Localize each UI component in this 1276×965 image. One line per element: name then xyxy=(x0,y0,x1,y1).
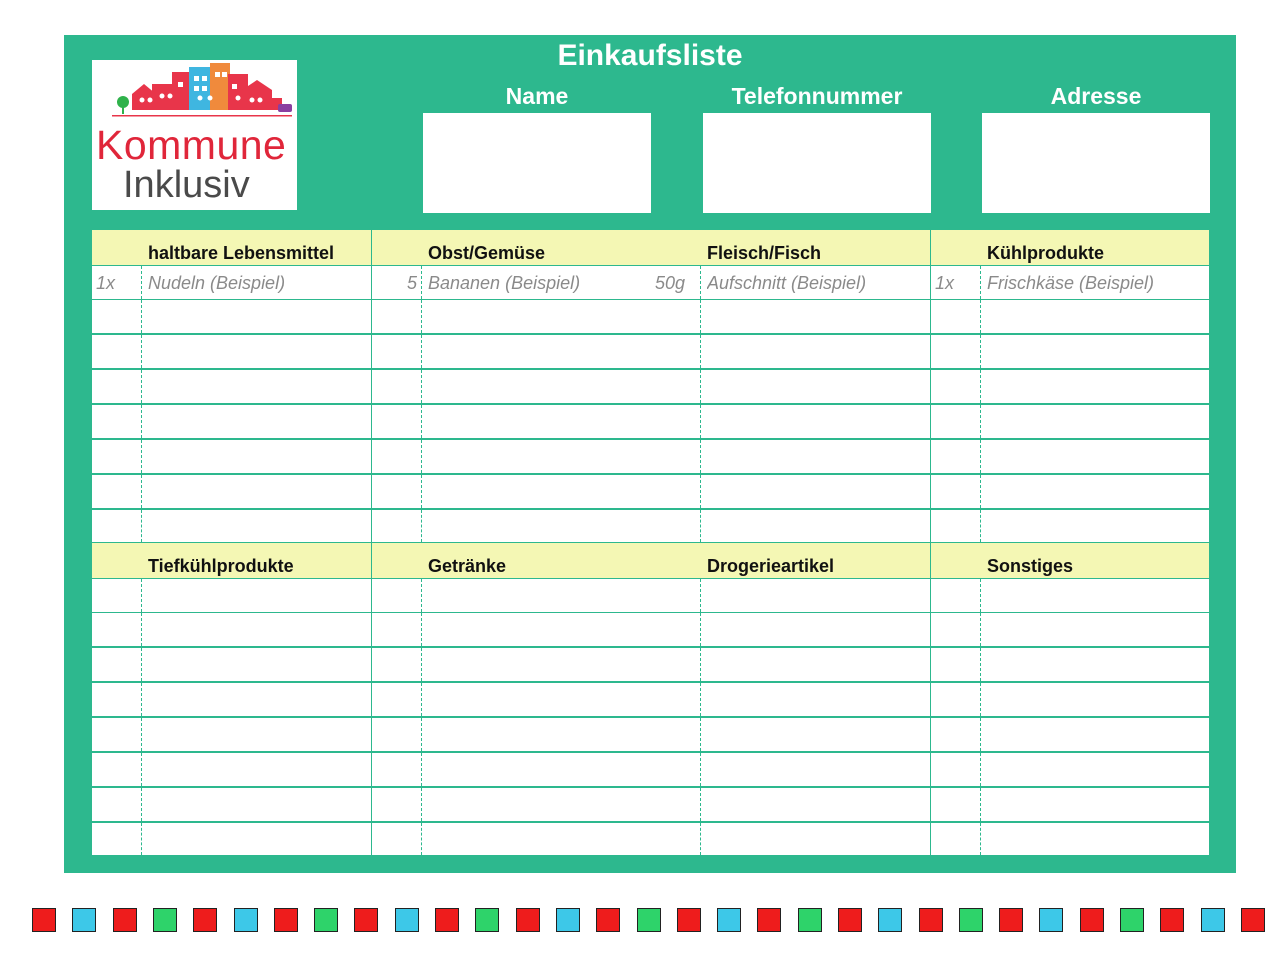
quantity-cell[interactable] xyxy=(651,300,701,333)
decorative-square xyxy=(395,908,419,932)
list-item[interactable] xyxy=(92,370,371,403)
decorative-square xyxy=(435,908,459,932)
quantity-cell[interactable] xyxy=(372,648,422,681)
decorative-square xyxy=(153,908,177,932)
decorative-square xyxy=(1120,908,1144,932)
quantity-cell[interactable] xyxy=(372,683,422,716)
list-item-example[interactable] xyxy=(931,266,1209,299)
list-item[interactable] xyxy=(651,823,930,855)
quantity-cell[interactable] xyxy=(931,300,981,333)
quantity-cell[interactable] xyxy=(372,475,422,508)
item-cell[interactable]: Aufschnitt (Beispiel) xyxy=(707,273,867,293)
decorative-square xyxy=(999,908,1023,932)
category-title: Getränke xyxy=(428,556,507,576)
list-item[interactable] xyxy=(92,440,371,473)
decorative-square xyxy=(677,908,701,932)
address-label: Adresse xyxy=(1050,83,1142,109)
list-item[interactable] xyxy=(372,370,651,403)
list-item[interactable] xyxy=(372,823,651,855)
shopping-list-sheet xyxy=(64,35,1236,873)
list-item[interactable] xyxy=(651,440,930,473)
list-item[interactable] xyxy=(92,823,371,855)
quantity-cell[interactable] xyxy=(931,370,981,403)
name-field[interactable] xyxy=(423,113,651,213)
category-title: Drogerieartikel xyxy=(707,556,835,576)
list-item[interactable] xyxy=(931,579,1209,612)
decorative-square xyxy=(1241,908,1265,932)
list-item[interactable] xyxy=(931,683,1209,716)
list-item[interactable] xyxy=(372,510,651,542)
list-item[interactable] xyxy=(651,335,930,368)
quantity-cell[interactable] xyxy=(92,718,142,751)
decorative-square xyxy=(113,908,137,932)
city-skyline-logo-graphic xyxy=(92,60,297,130)
decorative-square xyxy=(72,908,96,932)
decorative-square xyxy=(798,908,822,932)
list-item[interactable] xyxy=(92,788,371,821)
list-item[interactable] xyxy=(92,510,371,542)
decorative-square xyxy=(757,908,781,932)
kommune-inklusiv-logo xyxy=(92,60,297,210)
list-item[interactable] xyxy=(372,648,651,681)
quantity-cell[interactable] xyxy=(372,510,422,542)
quantity-cell[interactable]: 1x xyxy=(931,266,981,299)
list-item[interactable] xyxy=(651,683,930,716)
quantity-cell[interactable] xyxy=(651,648,701,681)
category-title: haltbare Lebensmittel xyxy=(148,243,335,263)
list-item[interactable] xyxy=(372,475,651,508)
decorative-square xyxy=(193,908,217,932)
decorative-square xyxy=(717,908,741,932)
list-item[interactable] xyxy=(651,475,930,508)
list-item[interactable] xyxy=(651,648,930,681)
quantity-cell[interactable] xyxy=(651,475,701,508)
quantity-cell[interactable] xyxy=(931,648,981,681)
quantity-cell[interactable] xyxy=(92,613,142,646)
quantity-cell[interactable]: 1x xyxy=(92,266,142,299)
decorative-square xyxy=(919,908,943,932)
decorative-square xyxy=(475,908,499,932)
list-item[interactable] xyxy=(931,510,1209,542)
list-item[interactable] xyxy=(651,579,930,612)
quantity-cell[interactable] xyxy=(931,718,981,751)
quantity-cell[interactable] xyxy=(651,613,701,646)
list-item[interactable] xyxy=(651,788,930,821)
list-item-example[interactable] xyxy=(92,266,371,299)
quantity-cell[interactable] xyxy=(651,683,701,716)
quantity-cell[interactable] xyxy=(931,788,981,821)
item-cell[interactable]: Bananen (Beispiel) xyxy=(428,273,581,293)
name-label: Name xyxy=(505,83,569,109)
list-item[interactable] xyxy=(92,475,371,508)
quantity-cell[interactable] xyxy=(372,579,422,612)
quantity-cell[interactable] xyxy=(931,440,981,473)
category-header xyxy=(372,543,651,578)
quantity-cell[interactable] xyxy=(651,440,701,473)
quantity-cell[interactable] xyxy=(92,300,142,333)
list-item[interactable] xyxy=(931,475,1209,508)
list-item[interactable] xyxy=(931,370,1209,403)
quantity-cell[interactable] xyxy=(931,683,981,716)
quantity-cell[interactable] xyxy=(92,683,142,716)
category-header xyxy=(92,230,371,265)
quantity-cell[interactable] xyxy=(372,718,422,751)
list-item[interactable] xyxy=(651,510,930,542)
decorative-square xyxy=(1080,908,1104,932)
list-item[interactable] xyxy=(92,579,371,612)
quantity-cell[interactable] xyxy=(92,579,142,612)
list-item[interactable] xyxy=(92,648,371,681)
list-item[interactable] xyxy=(92,683,371,716)
decorative-square xyxy=(32,908,56,932)
list-item[interactable] xyxy=(92,613,371,646)
list-item[interactable] xyxy=(931,613,1209,646)
list-item[interactable] xyxy=(931,300,1209,333)
category-title: Tiefkühlprodukte xyxy=(148,556,294,576)
item-cell[interactable]: Frischkäse (Beispiel) xyxy=(987,273,1155,293)
decorative-square xyxy=(1160,908,1184,932)
quantity-cell[interactable] xyxy=(931,405,981,438)
phone-field[interactable] xyxy=(703,113,931,213)
list-item[interactable] xyxy=(651,613,930,646)
category-header xyxy=(651,230,930,265)
decorative-square xyxy=(274,908,298,932)
list-item[interactable] xyxy=(92,335,371,368)
category-header xyxy=(931,543,1209,578)
category-header xyxy=(931,230,1209,265)
list-item[interactable] xyxy=(651,405,930,438)
quantity-cell[interactable] xyxy=(372,613,422,646)
decorative-square xyxy=(556,908,580,932)
decorative-square-border xyxy=(32,908,1272,934)
category-header xyxy=(651,543,930,578)
list-item[interactable] xyxy=(651,370,930,403)
list-item[interactable] xyxy=(931,440,1209,473)
quantity-cell[interactable] xyxy=(92,440,142,473)
quantity-cell[interactable] xyxy=(651,753,701,786)
phone-label: Telefonnummer xyxy=(731,83,903,109)
quantity-cell[interactable] xyxy=(92,510,142,542)
list-item[interactable] xyxy=(372,300,651,333)
quantity-cell[interactable] xyxy=(92,370,142,403)
quantity-cell[interactable] xyxy=(651,788,701,821)
list-item[interactable] xyxy=(372,788,651,821)
quantity-cell[interactable] xyxy=(651,718,701,751)
decorative-square xyxy=(596,908,620,932)
quantity-cell[interactable] xyxy=(931,579,981,612)
quantity-cell[interactable] xyxy=(651,335,701,368)
decorative-square xyxy=(838,908,862,932)
decorative-square xyxy=(637,908,661,932)
list-item[interactable] xyxy=(372,613,651,646)
quantity-cell[interactable] xyxy=(372,823,422,855)
quantity-cell[interactable] xyxy=(931,510,981,542)
list-item-example[interactable] xyxy=(651,266,930,299)
page-title: Einkaufsliste xyxy=(557,39,743,72)
category-title: Kühlprodukte xyxy=(987,243,1104,263)
quantity-cell[interactable] xyxy=(372,405,422,438)
decorative-square xyxy=(314,908,338,932)
quantity-cell[interactable] xyxy=(931,823,981,855)
list-item-example[interactable] xyxy=(372,266,651,299)
quantity-cell[interactable] xyxy=(651,510,701,542)
quantity-cell[interactable] xyxy=(372,370,422,403)
quantity-cell[interactable] xyxy=(931,753,981,786)
quantity-cell[interactable]: 5 xyxy=(372,266,422,299)
decorative-square xyxy=(516,908,540,932)
quantity-cell[interactable] xyxy=(372,440,422,473)
quantity-cell[interactable] xyxy=(931,475,981,508)
quantity-cell[interactable] xyxy=(372,300,422,333)
decorative-square xyxy=(959,908,983,932)
list-item[interactable] xyxy=(372,579,651,612)
list-item[interactable] xyxy=(931,788,1209,821)
quantity-cell[interactable] xyxy=(931,613,981,646)
category-header xyxy=(92,543,371,578)
list-item[interactable] xyxy=(92,753,371,786)
quantity-cell[interactable] xyxy=(92,753,142,786)
logo-text-kommune: Kommune xyxy=(96,122,287,168)
quantity-cell[interactable] xyxy=(92,823,142,855)
list-item[interactable] xyxy=(931,718,1209,751)
list-item[interactable] xyxy=(651,753,930,786)
list-item[interactable] xyxy=(372,405,651,438)
decorative-square xyxy=(354,908,378,932)
quantity-cell[interactable] xyxy=(651,405,701,438)
address-field[interactable] xyxy=(982,113,1210,213)
list-item[interactable] xyxy=(372,335,651,368)
quantity-cell[interactable] xyxy=(92,405,142,438)
quantity-cell[interactable] xyxy=(651,823,701,855)
list-item[interactable] xyxy=(92,718,371,751)
quantity-cell[interactable] xyxy=(372,335,422,368)
quantity-cell[interactable] xyxy=(651,370,701,403)
decorative-square xyxy=(234,908,258,932)
category-header xyxy=(372,230,651,265)
item-cell[interactable]: Nudeln (Beispiel) xyxy=(148,273,286,293)
quantity-cell[interactable] xyxy=(92,475,142,508)
decorative-square xyxy=(1039,908,1063,932)
list-item[interactable] xyxy=(372,683,651,716)
list-item[interactable] xyxy=(92,405,371,438)
list-item[interactable] xyxy=(931,823,1209,855)
category-title: Fleisch/Fisch xyxy=(707,243,822,263)
list-item[interactable] xyxy=(931,405,1209,438)
list-item[interactable] xyxy=(931,648,1209,681)
quantity-cell[interactable]: 50g xyxy=(651,266,701,299)
list-item[interactable] xyxy=(372,440,651,473)
decorative-square xyxy=(878,908,902,932)
quantity-cell[interactable] xyxy=(931,335,981,368)
quantity-cell[interactable] xyxy=(92,335,142,368)
list-item[interactable] xyxy=(651,718,930,751)
list-item[interactable] xyxy=(931,335,1209,368)
logo-text-inklusiv: Inklusiv xyxy=(123,164,250,206)
list-item[interactable] xyxy=(931,753,1209,786)
list-item[interactable] xyxy=(651,300,930,333)
category-title: Sonstiges xyxy=(987,556,1074,576)
quantity-cell[interactable] xyxy=(651,579,701,612)
quantity-cell[interactable] xyxy=(372,753,422,786)
quantity-cell[interactable] xyxy=(372,788,422,821)
list-item[interactable] xyxy=(92,300,371,333)
category-title: Obst/Gemüse xyxy=(428,243,546,263)
list-item[interactable] xyxy=(372,753,651,786)
quantity-cell[interactable] xyxy=(92,648,142,681)
list-item[interactable] xyxy=(372,718,651,751)
decorative-square xyxy=(1201,908,1225,932)
quantity-cell[interactable] xyxy=(92,788,142,821)
